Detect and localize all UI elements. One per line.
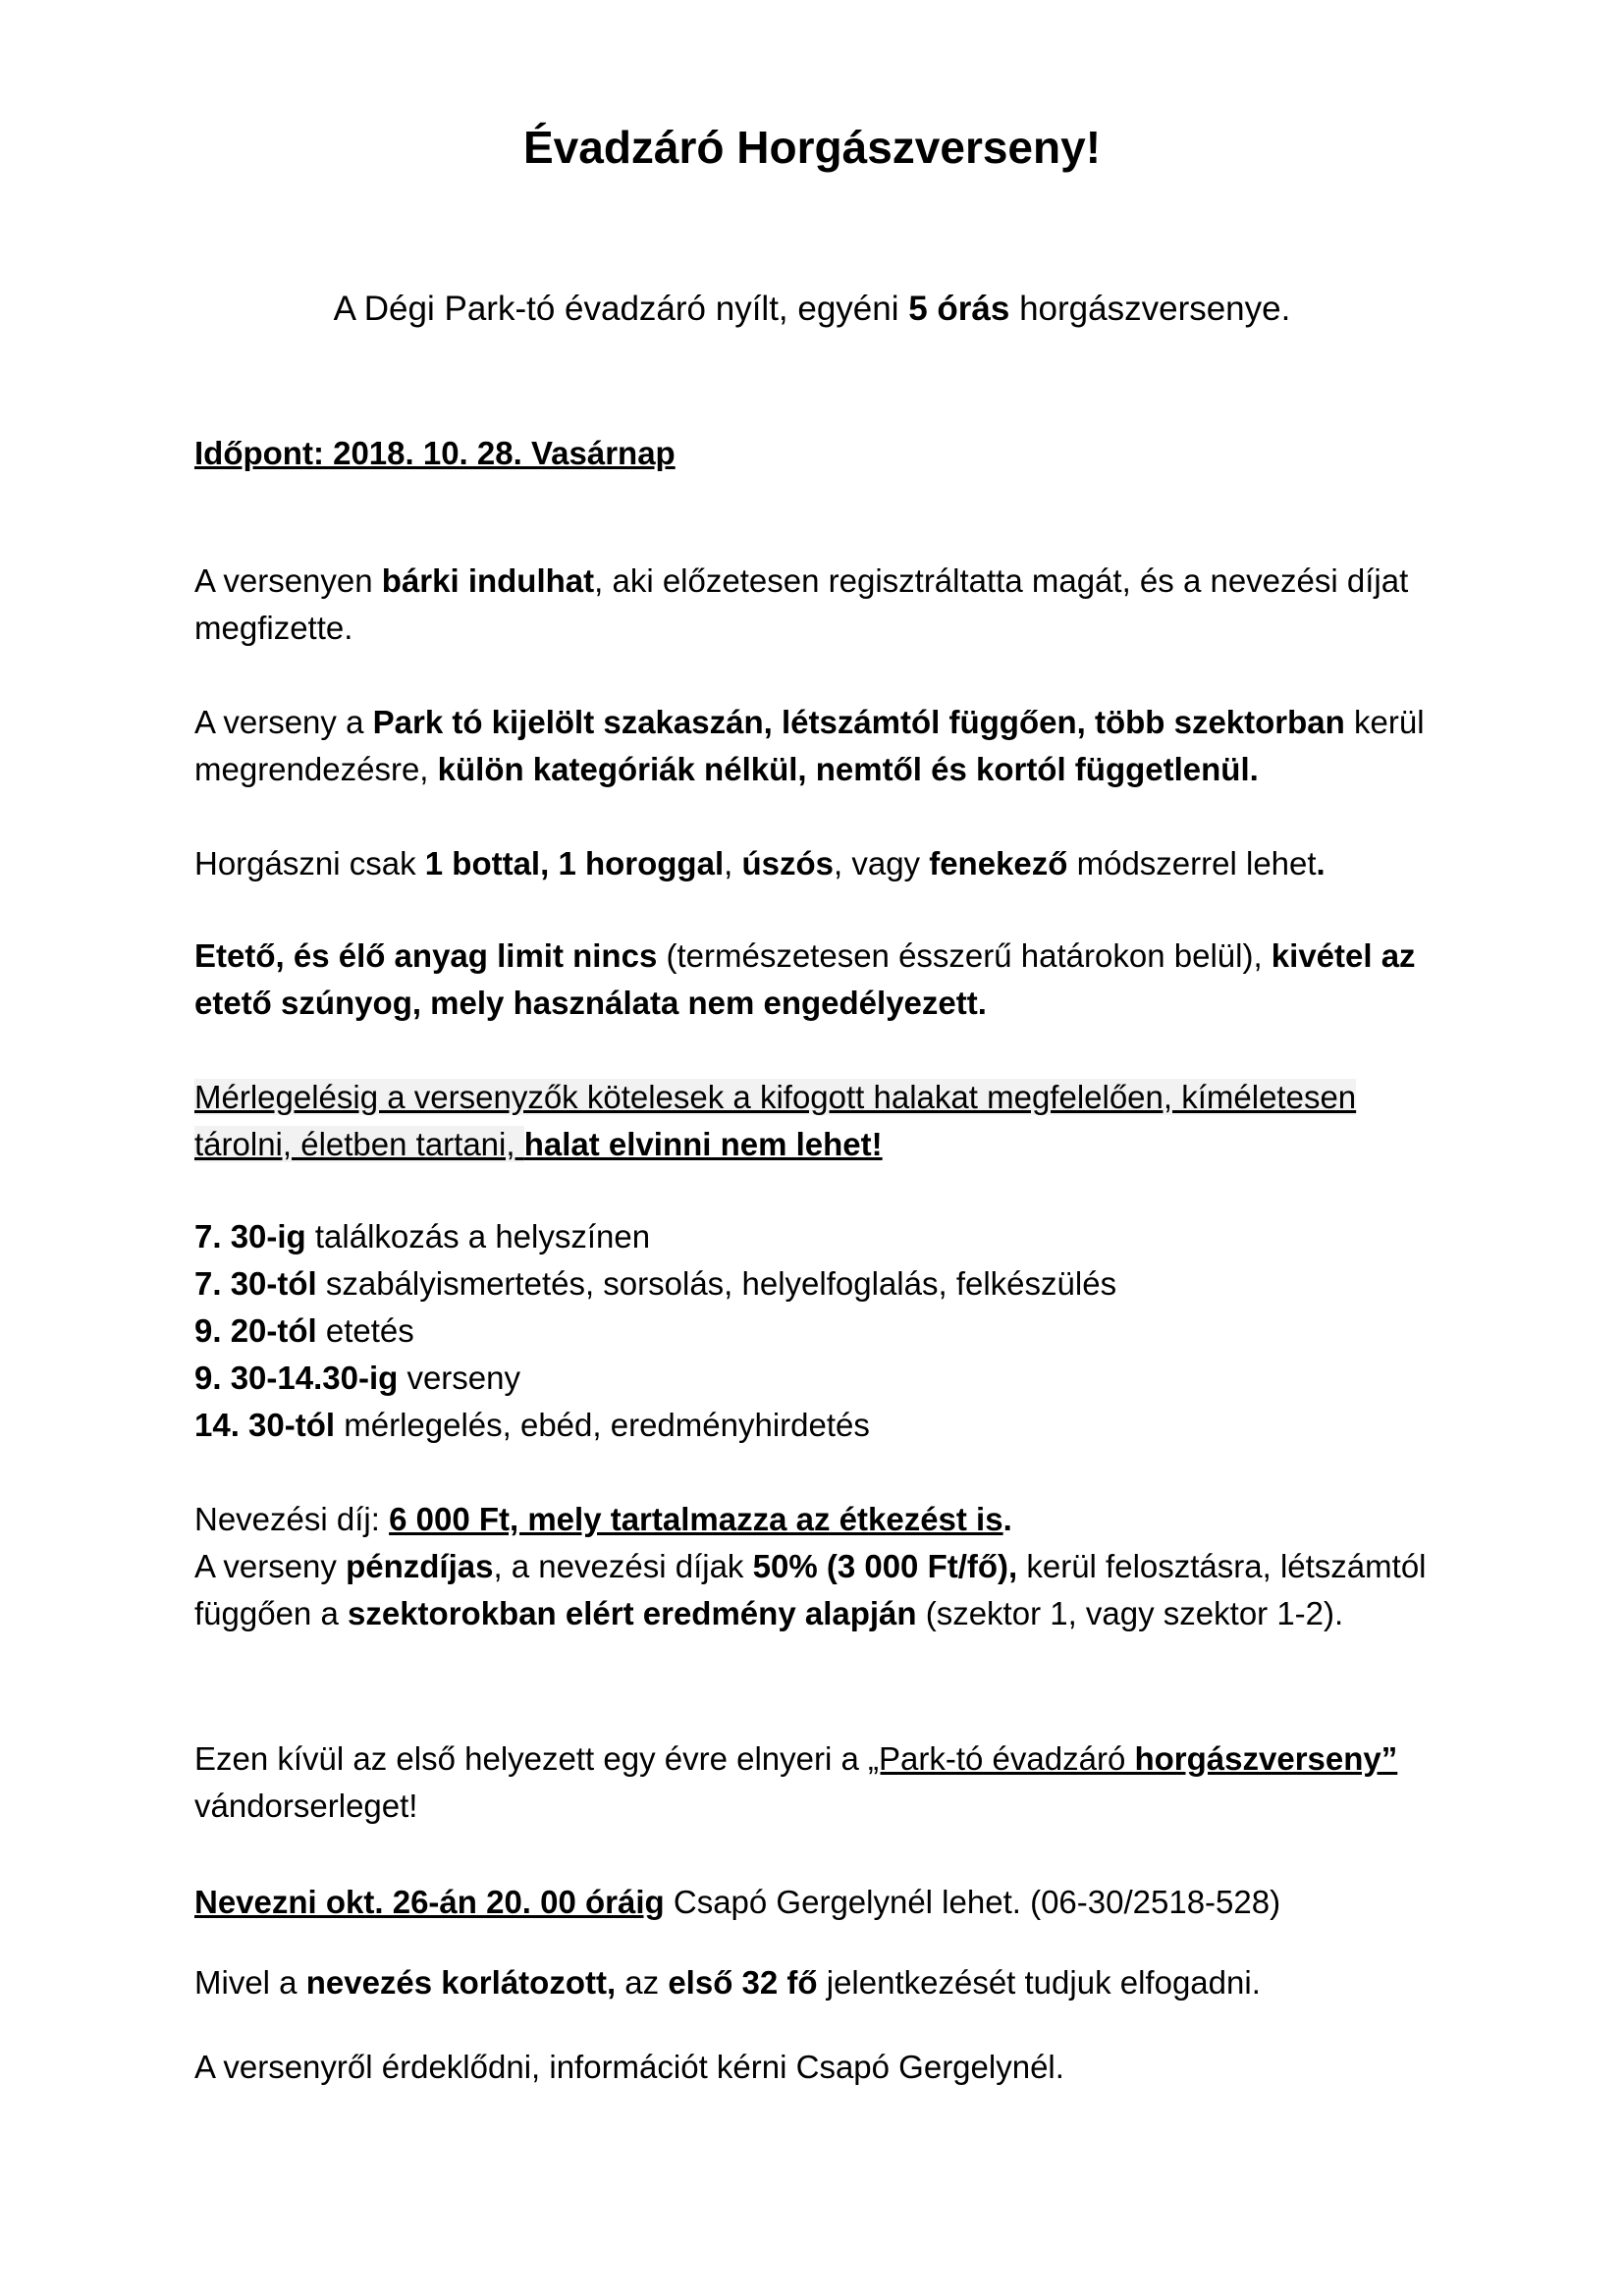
text: A versenyen [194, 562, 382, 599]
bold-text: úszós [741, 845, 834, 881]
paragraph-trophy [194, 1735, 1451, 1830]
schedule-time: 7. 30-tól [194, 1265, 317, 1302]
text: vándorserleget! [194, 1788, 418, 1824]
bold-underlined-text: horgászverseny” [1134, 1740, 1398, 1777]
text: módszerrel lehet [1067, 845, 1317, 881]
text: , [724, 845, 742, 881]
schedule-item [194, 1355, 1451, 1402]
schedule-item [194, 1402, 1451, 1449]
bold-text: szektorokban elért eredmény alapján [347, 1595, 917, 1631]
schedule-item [194, 1213, 1451, 1260]
bold-text: Park tó kijelölt szakaszán, létszámtól függően, több szektorban [372, 704, 1345, 740]
bold-text: külön kategóriák nélkül, nemtől és kortól függetlenül. [437, 751, 1259, 787]
underlined-text: „Park-tó évadzáró [868, 1740, 1135, 1777]
date-line [194, 430, 1451, 477]
schedule-time: 14. 30-tól [194, 1407, 336, 1443]
text: , vagy [834, 845, 930, 881]
subtitle-duration: 5 órás [908, 290, 1010, 328]
schedule-list [194, 1213, 1451, 1449]
text: kerül megrendezésre, [194, 704, 1425, 787]
bold-text: . [1316, 845, 1326, 881]
fee-label: Nevezési díj: [194, 1501, 390, 1537]
text: Ezen kívül az első helyezett egy évre elnyeri a [194, 1740, 869, 1777]
schedule-time: 7. 30-ig [194, 1218, 306, 1255]
date-text: Időpont: 2018. 10. 28. Vasárnap [194, 435, 676, 471]
schedule-item [194, 1308, 1451, 1355]
paragraph-info [194, 2044, 1451, 2091]
bold-text: . [1002, 1501, 1012, 1537]
schedule-text: találkozás a helyszínen [305, 1218, 651, 1255]
text: jelentkezését tudjuk elfogadni. [817, 1964, 1261, 2001]
schedule-item [194, 1260, 1451, 1308]
text: A verseny [194, 1548, 347, 1584]
schedule-text: szabályismertetés, sorsolás, helyelfoglalás, felkészülés [316, 1265, 1117, 1302]
schedule-time: 9. 20-tól [194, 1312, 317, 1349]
text: (természetesen ésszerű határokon belül), [657, 937, 1272, 974]
paragraph-bait [194, 933, 1451, 1027]
text: A versenyről érdeklődni, információt kérni Csapó Gergelynél. [194, 2049, 1064, 2085]
schedule-time: 9. 30-14.30-ig [194, 1360, 399, 1396]
paragraph-eligibility [194, 558, 1451, 652]
text: A verseny a [194, 704, 373, 740]
bold-text: nevezés korlátozott, [305, 1964, 617, 2001]
text: , a nevezési díjak [493, 1548, 753, 1584]
text: Csapó Gergelynél lehet. (06-30/2518-528) [664, 1884, 1281, 1920]
page-title: Évadzáró Horgászverseny! [522, 122, 1102, 173]
bold-text: 50% (3 000 Ft/fő), [752, 1548, 1018, 1584]
bold-text: Etető, és élő anyag limit nincs [194, 937, 658, 974]
registration-deadline: Nevezni okt. 26-án 20. 00 óráig [194, 1884, 665, 1920]
paragraph-weighing [194, 1074, 1451, 1168]
fee-value: 6 000 Ft, mely tartalmazza az étkezést is [389, 1501, 1003, 1537]
bold-text: pénzdíjas [346, 1548, 494, 1584]
bold-text: bárki indulhat [381, 562, 595, 599]
fee-line [194, 1496, 1451, 1543]
bold-text: fenekező [929, 845, 1068, 881]
text: , aki előzetesen regisztráltatta magát, és a nevezési díjat megfizette. [194, 562, 1409, 646]
text: Horgászni csak [194, 845, 425, 881]
schedule-text: mérlegelés, ebéd, eredményhirdetés [335, 1407, 870, 1443]
subtitle-text: A Dégi Park-tó évadzáró nyílt, egyéni [333, 290, 909, 328]
bold-text: 1 bottal, 1 horoggal [424, 845, 725, 881]
paragraph-limit [194, 1959, 1451, 2006]
text: (szektor 1, vagy szektor 1-2). [916, 1595, 1344, 1631]
schedule-text: verseny [398, 1360, 520, 1396]
bold-text: kivétel az etető szúnyog, mely használata nem engedélyezett. [194, 937, 1416, 1021]
text: kerül felosztásra, létszámtól függően a [194, 1548, 1427, 1631]
registration-line [194, 1879, 1451, 1926]
subtitle-text-end: horgászversenye. [1009, 290, 1291, 328]
bold-text: első 32 fő [668, 1964, 818, 2001]
paragraph-prize [194, 1543, 1451, 1637]
highlighted-note: Mérlegelésig a versenyzők kötelesek a kifogott halakat megfelelően, kíméletesen tárolni, életben tartani, [194, 1079, 1357, 1162]
text: Mivel a [194, 1964, 306, 2001]
subtitle [0, 285, 1624, 334]
bold-underlined-text: halat elvinni nem lehet! [523, 1126, 883, 1162]
schedule-text: etetés [316, 1312, 414, 1349]
paragraph-location [194, 699, 1451, 793]
paragraph-method [194, 840, 1451, 887]
text: az [616, 1964, 669, 2001]
